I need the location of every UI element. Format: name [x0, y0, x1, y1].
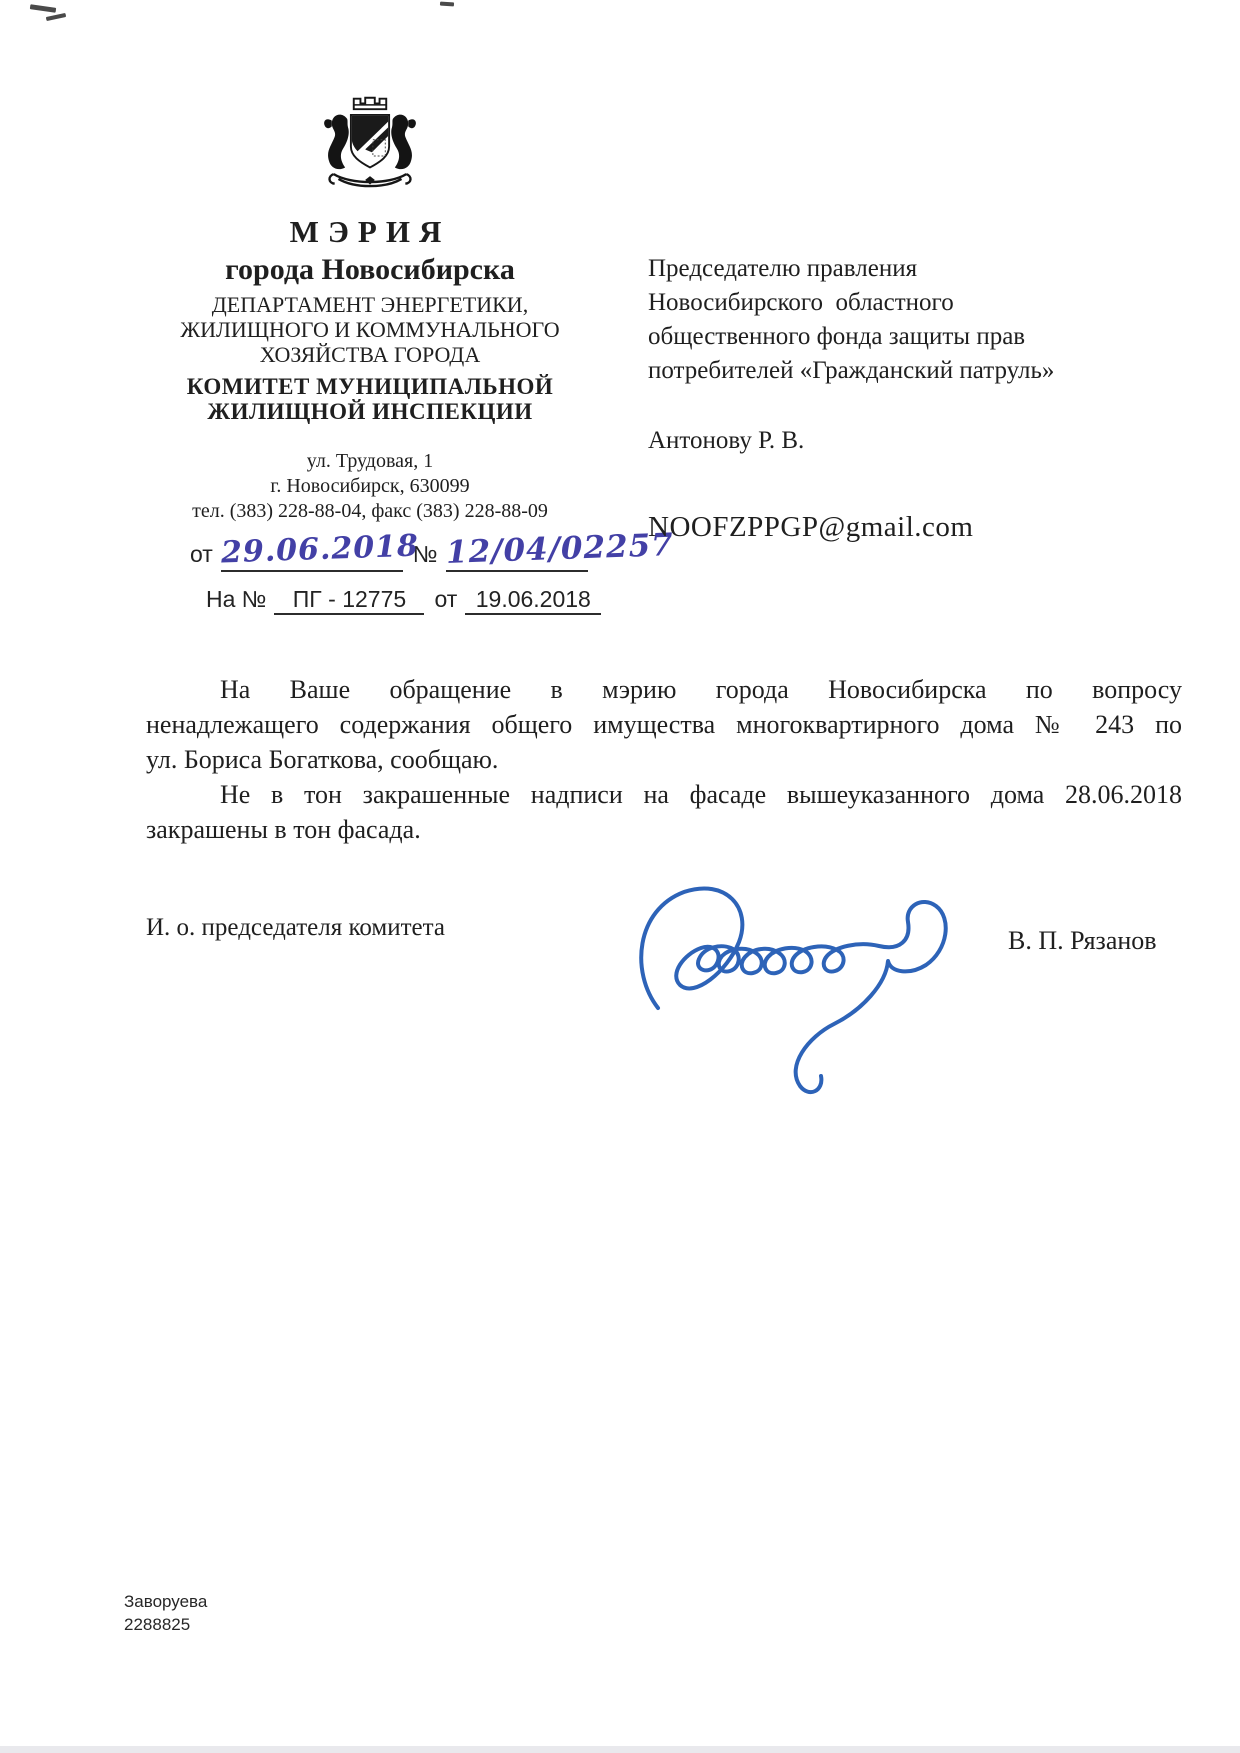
- scan-artifact: [440, 2, 454, 7]
- incoming-number-field: [274, 586, 424, 615]
- body-paragraphs: [146, 672, 1182, 847]
- department-line: ЖИЛИЩНОГО И КОММУНАЛЬНОГО: [180, 317, 560, 342]
- incoming-reference-row: [206, 586, 611, 615]
- body-text-line: ненадлежащего содержания общего имущества многоквартирного дома № 243 по: [146, 710, 1182, 739]
- scan-edge: [0, 1746, 1240, 1753]
- novosibirsk-coat-of-arms-icon: [120, 92, 620, 200]
- department-line: ДЕПАРТАМЕНТ ЭНЕРГЕТИКИ,: [211, 292, 529, 317]
- handwritten-outgoing-number: 12/04/02257: [444, 527, 674, 571]
- outgoing-reference-row: [190, 527, 674, 572]
- incoming-date-field: [465, 586, 601, 615]
- recipient-line: Председателю правления: [648, 255, 918, 282]
- recipient-block: [648, 252, 1054, 458]
- address-line: тел. (383) 228-88-04, факс (383) 228-88-09: [192, 500, 548, 522]
- recipient-line: Новосибирского областного: [648, 289, 954, 316]
- executor-phone: 2288825: [124, 1615, 191, 1634]
- signer-position: И. о. председателя комитета: [146, 914, 445, 941]
- scan-artifact: [30, 4, 56, 13]
- incoming-date: 19.06.2018: [475, 586, 591, 612]
- committee-line: КОМИТЕТ МУНИЦИПАЛЬНОЙ: [186, 374, 554, 399]
- handwritten-outgoing-date: 29.06.2018: [220, 528, 420, 571]
- body-text-line: ул. Бориса Богаткова, сообщаю.: [146, 745, 499, 774]
- incoming-from-label: от: [434, 586, 458, 612]
- incoming-number: ПГ - 12775: [292, 586, 407, 612]
- address-line: ул. Трудовая, 1: [306, 450, 434, 472]
- executor-name: Заворуева: [124, 1592, 208, 1611]
- address-line: г. Новосибирск, 630099: [270, 475, 470, 497]
- letterhead: [120, 92, 620, 524]
- executor-block: [124, 1590, 207, 1636]
- org-subtitle: города Новосибирска: [225, 253, 515, 286]
- recipient-line: потребителей «Гражданский патруль»: [648, 357, 1055, 384]
- outgoing-number-label: №: [412, 541, 438, 567]
- department-line: ХОЗЯЙСТВА ГОРОДА: [259, 342, 481, 367]
- signature-autograph: [628, 876, 968, 1106]
- department-name: [120, 292, 620, 367]
- org-title: МЭРИЯ: [289, 214, 451, 249]
- outgoing-number-field: [444, 527, 674, 572]
- committee-line: ЖИЛИЩНОЙ ИНСПЕКЦИИ: [207, 399, 533, 424]
- letterhead-address: [120, 449, 620, 524]
- body-text-line: закрашены в тон фасада.: [146, 815, 421, 844]
- incoming-prefix-label: На №: [206, 586, 267, 612]
- outgoing-from-label: от: [190, 541, 213, 567]
- recipient-name: Антонову Р. В.: [648, 427, 805, 454]
- committee-name: [120, 374, 620, 424]
- outgoing-date-field: [220, 528, 420, 572]
- body-text-line: На Ваше обращение в мэрию города Новосибирска по вопросу: [220, 675, 1182, 704]
- scan-artifact: [46, 13, 66, 21]
- signer-name: В. П. Рязанов: [1008, 926, 1157, 955]
- recipient-line: общественного фонда защиты прав: [648, 323, 1026, 350]
- body-text-line: Не в тон закрашенные надписи на фасаде вышеуказанного дома 28.06.2018: [220, 780, 1182, 809]
- recipient-email: NOOFZPPGP@gmail.com: [648, 511, 974, 543]
